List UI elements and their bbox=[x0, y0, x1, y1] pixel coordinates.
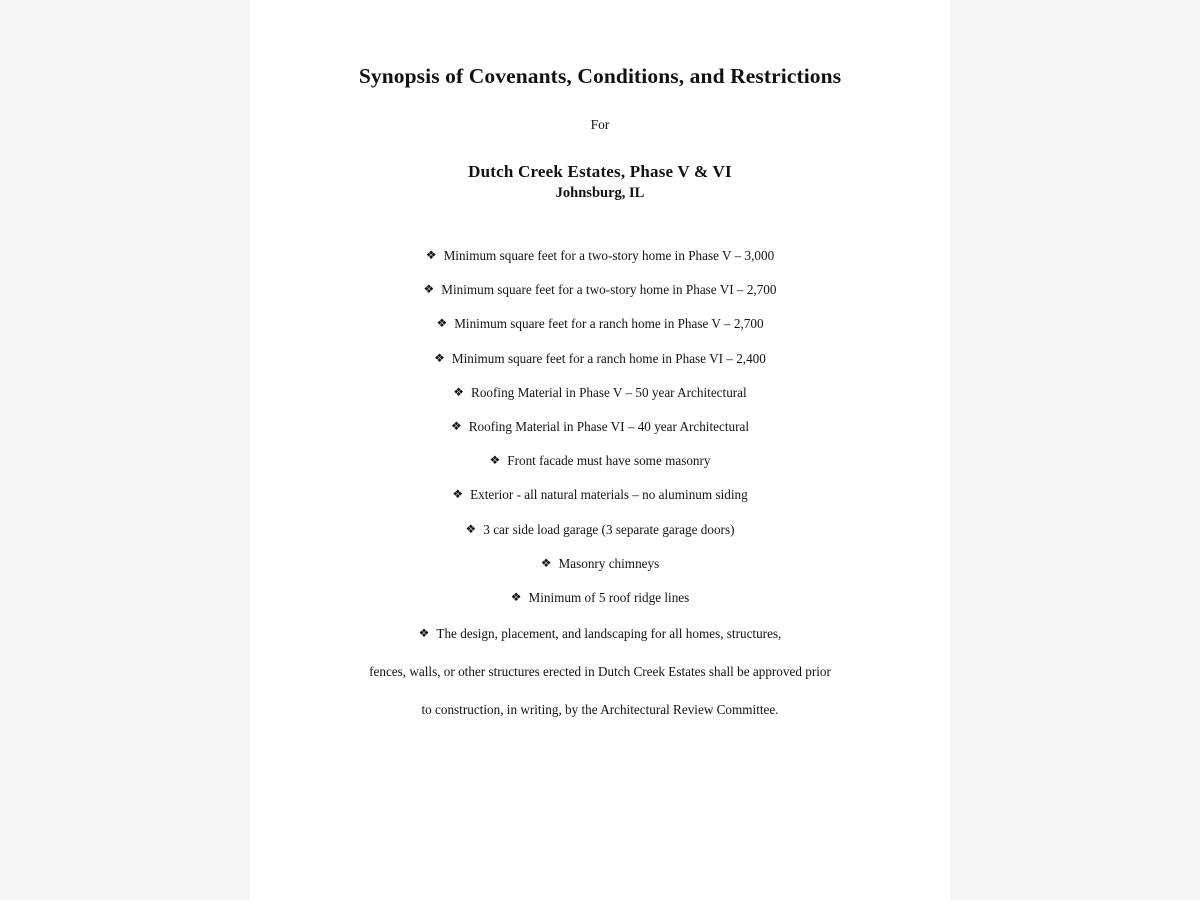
diamond-bullet-icon: ❖ bbox=[540, 555, 552, 570]
page-title: Synopsis of Covenants, Conditions, and Restrictions bbox=[358, 64, 842, 88]
diamond-bullet-icon: ❖ bbox=[418, 626, 430, 641]
list-item bbox=[306, 420, 894, 433]
subdivision-name: Dutch Creek Estates, Phase V & VI bbox=[468, 162, 732, 182]
location-text: Johnsburg, IL bbox=[555, 185, 645, 202]
list-item-label: Roofing Material in Phase VI – 40 year Architectural bbox=[468, 419, 750, 435]
closing-line-1: The design, placement, and landscaping for all homes, structures, bbox=[436, 626, 782, 642]
diamond-bullet-icon: ❖ bbox=[425, 248, 437, 263]
list-item bbox=[306, 317, 894, 330]
diamond-bullet-icon: ❖ bbox=[489, 453, 501, 468]
list-item bbox=[306, 386, 894, 399]
diamond-bullet-icon: ❖ bbox=[436, 316, 448, 331]
diamond-bullet-icon: ❖ bbox=[453, 384, 465, 399]
diamond-bullet-icon: ❖ bbox=[450, 419, 462, 434]
diamond-bullet-icon: ❖ bbox=[465, 521, 477, 536]
list-item bbox=[306, 488, 894, 501]
closing-line-3: to construction, in writing, by the Architectural Review Committee. bbox=[421, 702, 779, 718]
diamond-bullet-icon: ❖ bbox=[452, 487, 464, 502]
diamond-bullet-icon: ❖ bbox=[423, 282, 435, 297]
list-item-label: Minimum square feet for a two-story home in Phase V – 3,000 bbox=[443, 248, 775, 264]
list-item bbox=[306, 557, 894, 570]
list-item bbox=[306, 454, 894, 467]
list-item bbox=[306, 523, 894, 536]
closing-paragraph bbox=[306, 626, 894, 718]
list-item bbox=[306, 283, 894, 296]
list-item-label: Minimum square feet for a ranch home in Phase V – 2,700 bbox=[454, 316, 764, 332]
list-item-label: Masonry chimneys bbox=[558, 555, 660, 571]
list-item-label: Roofing Material in Phase V – 50 year Architectural bbox=[471, 384, 747, 400]
list-item-label: Minimum square feet for a ranch home in Phase VI – 2,400 bbox=[451, 350, 766, 366]
list-item-label: Minimum square feet for a two-story home in Phase VI – 2,700 bbox=[441, 282, 777, 298]
restrictions-list bbox=[306, 249, 894, 604]
for-label: For bbox=[590, 117, 610, 133]
list-item-label: Minimum of 5 roof ridge lines bbox=[528, 590, 690, 606]
diamond-bullet-icon: ❖ bbox=[434, 350, 445, 365]
document-body bbox=[250, 0, 950, 718]
list-item bbox=[306, 352, 894, 365]
diamond-bullet-icon: ❖ bbox=[510, 590, 522, 605]
list-item-label: Front facade must have some masonry bbox=[507, 453, 711, 469]
list-item bbox=[306, 249, 894, 262]
closing-line-1-row bbox=[306, 626, 894, 642]
document-page bbox=[250, 0, 950, 900]
closing-line-2: fences, walls, or other structures erected in Dutch Creek Estates shall be approved prior bbox=[369, 664, 831, 680]
list-item-label: 3 car side load garage (3 separate garage doors) bbox=[483, 521, 735, 537]
list-item bbox=[306, 591, 894, 604]
list-item-label: Exterior - all natural materials – no aluminum siding bbox=[470, 487, 748, 503]
